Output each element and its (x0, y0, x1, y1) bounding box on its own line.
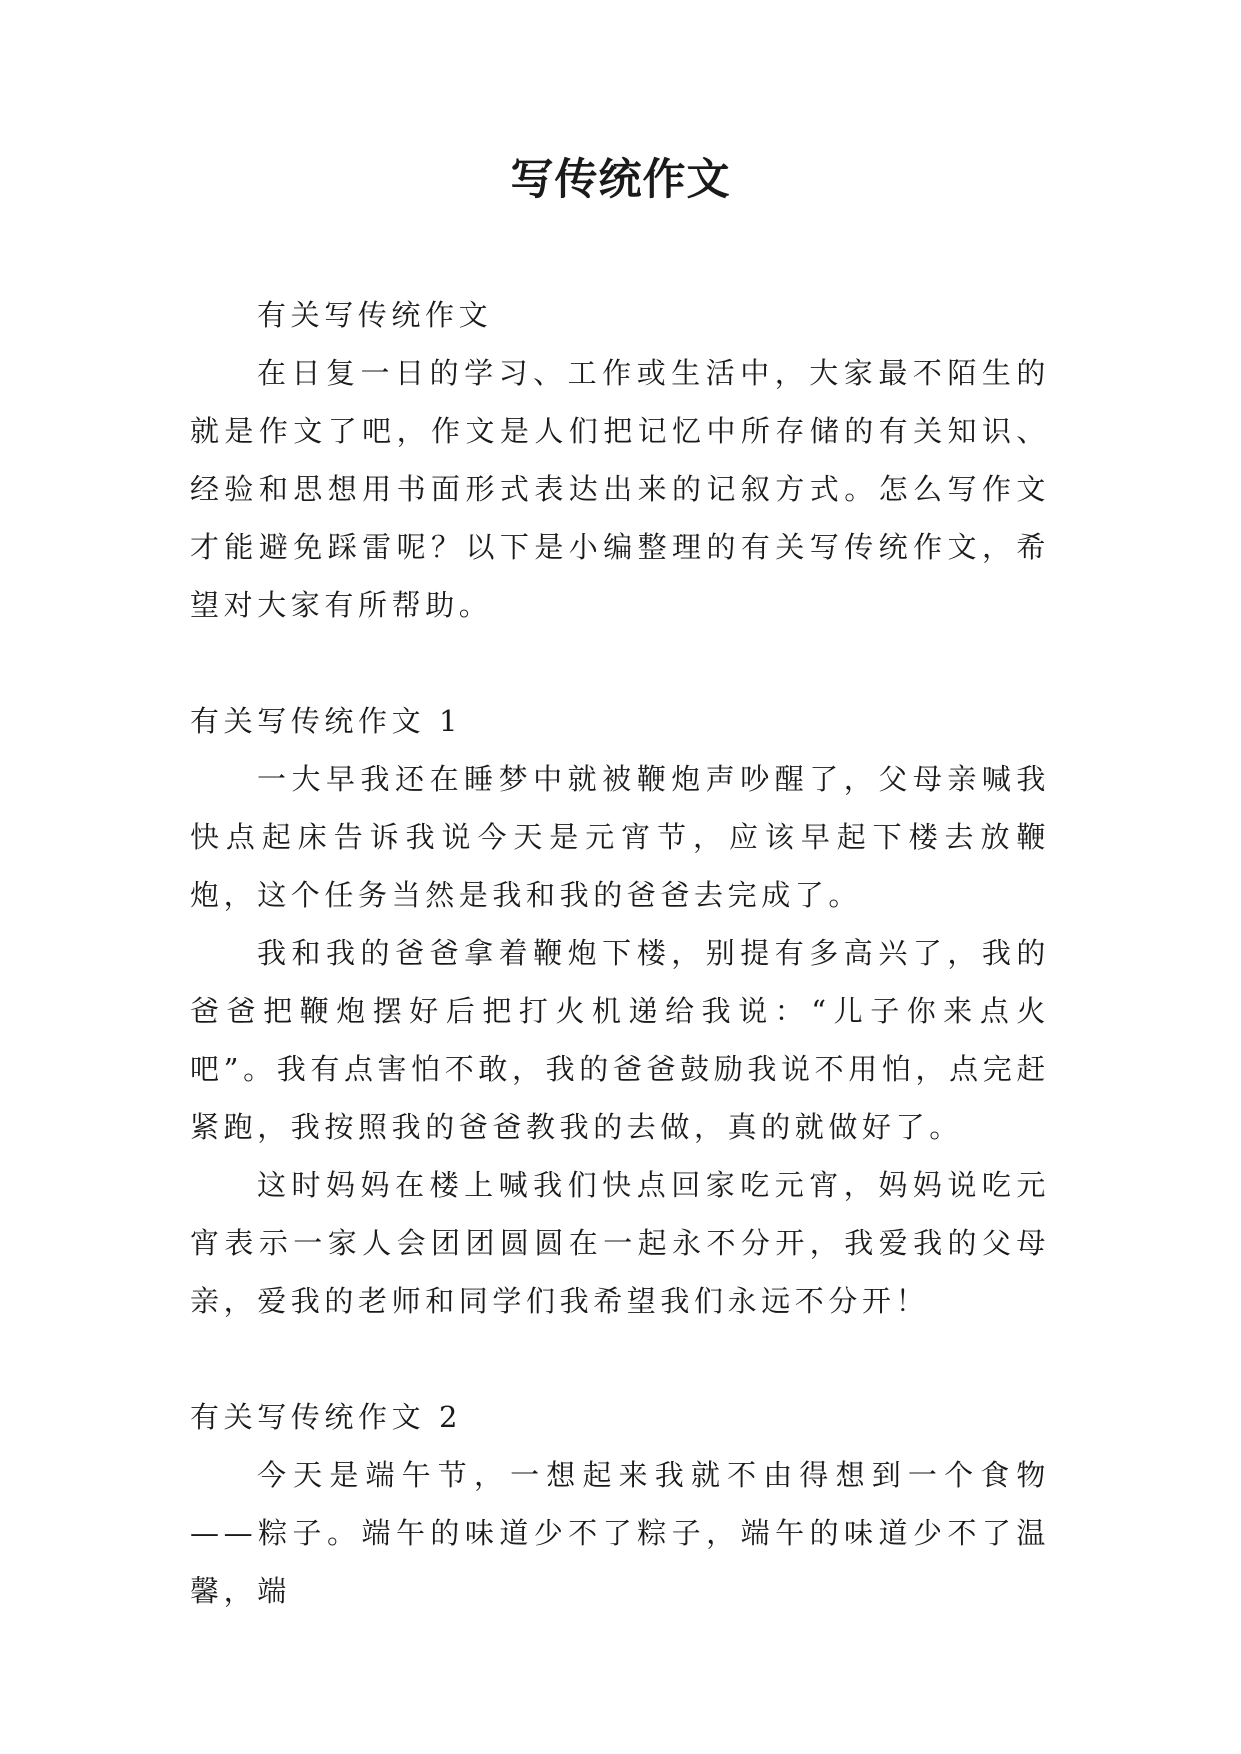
section-1-paragraph-2: 我和我的爸爸拿着鞭炮下楼，别提有多高兴了，我的爸爸把鞭炮摆好后把打火机递给我说：“儿子你来点火吧”。我有点害怕不敢，我的爸爸鼓励我说不用怕，点完赶紧跑，我按照我的爸爸教我的去做，真的就做好了。 (190, 936, 1050, 1144)
section-heading-1: 有关写传统作文 1 (190, 704, 463, 738)
section-1-paragraph-3: 这时妈妈在楼上喊我们快点回家吃元宵，妈妈说吃元宵表示一家人会团团圆圆在一起永不分开，我爱我的父母亲，爱我的老师和同学们我希望我们永远不分开！ (190, 1168, 1050, 1318)
intro-paragraph: 在日复一日的学习、工作或生活中，大家最不陌生的就是作文了吧，作文是人们把记忆中所存储的有关知识、经验和思想用书面形式表达出来的记叙方式。怎么写作文才能避免踩雷呢？以下是小编整理的有关写传统作文，希望对大家有所帮助。 (190, 356, 1050, 622)
section-heading-2: 有关写传统作文 2 (190, 1400, 463, 1434)
document-body (190, 286, 1050, 1620)
document-title: 写传统作文 (510, 155, 731, 205)
section-1-paragraph-1: 一大早我还在睡梦中就被鞭炮声吵醒了，父母亲喊我快点起床告诉我说今天是元宵节，应该早起下楼去放鞭炮，这个任务当然是我和我的爸爸去完成了。 (190, 762, 1050, 912)
intro-heading: 有关写传统作文 (257, 298, 493, 332)
section-2-paragraph-1: 今天是端午节，一想起来我就不由得想到一个食物——粽子。端午的味道少不了粽子，端午的味道少不了温馨，端 (190, 1458, 1050, 1608)
